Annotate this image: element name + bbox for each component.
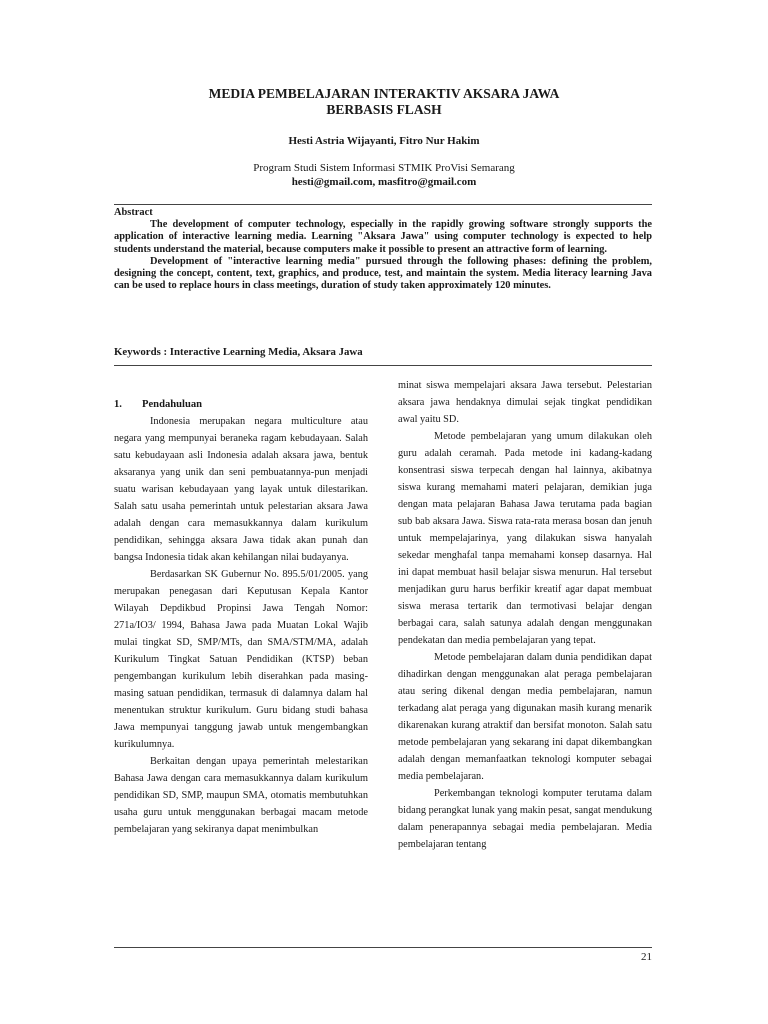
- paper-title-line-1: MEDIA PEMBELAJARAN INTERAKTIV AKSARA JAWA: [208, 86, 560, 101]
- section-number: 1.: [114, 399, 122, 410]
- body-paragraph: Berkaitan dengan upaya pemerintah melestarikan Bahasa Jawa dengan cara memasukkannya dalam kurikulum pendidikan SD, SMP, maupun SMA, otomatis membutuhkan usaha guru untuk menggunakan berbagai macam metode pembelajaran yang sekiranya dapat menimbulkan: [114, 756, 368, 835]
- body-paragraph-continued: minat siswa mempelajari aksara Jawa tersebut. Pelestarian aksara jawa hendaknya dimulai sejak tingkat pendidikan awal yaitu SD.: [398, 380, 652, 425]
- body-paragraph: Perkembangan teknologi komputer terutama dalam bidang perangkat lunak yang makin pesat, sangat mendukung dalam penerapannya sebagai media pembelajaran. Media pembelajaran tentang: [398, 788, 652, 850]
- abstract-top-rule: [114, 204, 652, 205]
- keywords-line: Keywords : Interactive Learning Media, Aksara Jawa: [114, 346, 363, 358]
- body-paragraph: Indonesia merupakan negara multiculture atau negara yang mempunyai beraneka ragam kebudayaan. Salah satu kebudayaan asli Indonesia adalah aksara jawa, bentuk aksaranya yang unik dan seni pembuatannya-pun menjadi suatu warisan kebudayaan yang layak untuk dilestarikan. Salah satu usaha pemerintah untuk pelestarian aksara Jawa adalah dengan cara memasukkannya dalam kurikulum pendidikan, sehingga aksara Jawa tidak akan punah dan bangsa Indonesia tidak akan kehilangan nilai budayanya.: [114, 416, 368, 563]
- affiliation-block: [100, 161, 668, 189]
- page-number: 21: [641, 951, 652, 963]
- author-emails: hesti@gmail.com, masfitro@gmail.com: [291, 176, 477, 188]
- body-paragraph: Metode pembelajaran yang umum dilakukan oleh guru adalah ceramah. Pada metode ini kadang-kadang konsentrasi siswa terpecah dengan hal lainnya, akibatnya siswa kurang memahami materi pelajaran, demikian juga dengan mata pelajaran Bahasa Jawa terutama pada bagian sub bab aksara Jawa. Siswa rata-rata merasa bosan dan jenuh untuk mempelajarinya, yang dilakukan siswa hanyalah sekedar menghafal tanpa memahami konsep dasarnya. Hal ini dapat membuat hasil belajar siswa menurun. Hal tersebut menjadikan guru harus berfikir kreatif agar dapat membuat siswa merasa tertarik dan termotivasi belajar dengan berbagai cara, salah satunya adalah dengan menggunakan pendekatan dan media pembelajaran yang tepat.: [398, 431, 652, 646]
- abstract-paragraph: Development of "interactive learning media" pursued through the following phases: defining the problem, designing the concept, content, text, graphics, and produce, test, and maintain the system. Media literacy learning Java can be used to replace hours in class meetings, duration of study taken approximately 120 minutes.: [114, 255, 652, 292]
- paper-title-line-2: BERBASIS FLASH: [326, 102, 442, 117]
- paper-title: [100, 86, 668, 118]
- abstract-section: [114, 207, 652, 292]
- footer-rule: [114, 947, 652, 948]
- body-paragraph: Berdasarkan SK Gubernur No. 895.5/01/2005. yang merupakan penegasan dari Keputusan Kepala Kantor Wilayah Depdikbud Propinsi Jawa Tengah Nomor: 271a/IO3/ 1994, Bahasa Jawa pada Muatan Lokal Wajib mulai tingkat SD, SMP/MTs, dan SMA/STM/MA, adalah Kurikulum Tingkat Satuan Pendidikan (KTSP) beban pengembangan kurikulum lebih diserahkan pada masing-masing satuan pendidikan, termasuk di dalamnya dalam hal menentukan struktur kurikulum. Guru bidang studi bahasa Jawa mempunyai tanggung jawab untuk mengembangkan kurikulumnya.: [114, 569, 368, 750]
- section-title: Pendahuluan: [142, 399, 203, 410]
- right-text-column: [398, 377, 652, 853]
- author-list: Hesti Astria Wijayanti, Fitro Nur Hakim: [288, 135, 480, 147]
- abstract-label: Abstract: [114, 207, 153, 218]
- left-text-column: [114, 396, 368, 838]
- keywords-bottom-rule: [114, 365, 652, 366]
- body-paragraph: Metode pembelajaran dalam dunia pendidikan dapat dihadirkan dengan menggunakan alat peraga pembelajaran atau sering dikenal dengan media pembelajaran, namun terkadang alat peraga yang digunakan masih kurang menarik dikarenakan kurang atraktif dan bersifat monoton. Salah satu metode pembelajaran yang sekarang ini dapat dikembangkan adalah dengan memanfaatkan teknologi komputer sebagai media pembelajaran.: [398, 652, 652, 782]
- abstract-paragraph: The development of computer technology, especially in the rapidly growing software strongly supports the application of interactive learning media. Learning "Aksara Jawa" using computer technology is expected to help students understand the material, because computers make it possible to present an attractive form of learning.: [114, 219, 652, 255]
- section-heading: [114, 396, 368, 413]
- affiliation: Program Studi Sistem Informasi STMIK ProVisi Semarang: [253, 162, 515, 174]
